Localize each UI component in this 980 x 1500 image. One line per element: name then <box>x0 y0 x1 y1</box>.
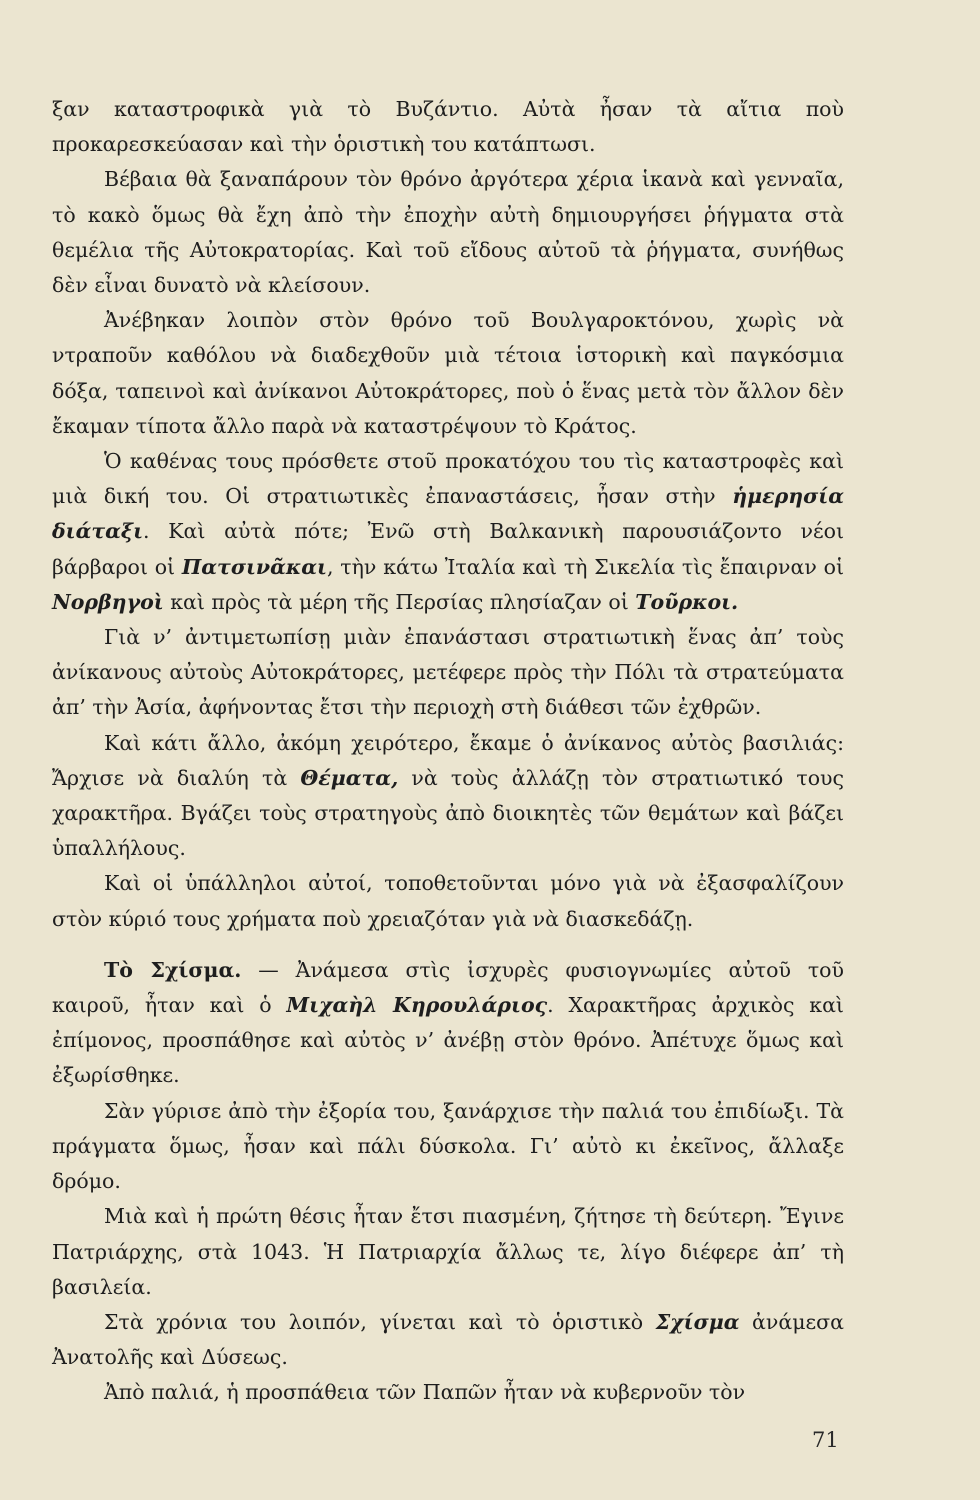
paragraph-6-text-1: Καὶ κάτι ἄλλο, ἀκόμη χειρότερο, ἔκαμε ὁ ἀνίκανος αὐτὸς βασιλιάς: Ἄρχισε νὰ διαλύη τὰ <box>52 730 844 790</box>
paragraph-1: ξαν καταστροφικὰ γιὰ τὸ Βυζάντιο. Αὐτὰ ἦσαν τὰ αἴτια ποὺ προκαρεσκεύασαν καὶ τὴν ὁριστικὴ του κατάπτωσι. <box>52 97 844 157</box>
section-heading-schisma: Τὸ Σχίσμα. <box>104 957 242 982</box>
emphasis-patsinakai: Πατσινᾶκαι <box>181 554 327 579</box>
paragraph-10: Μιὰ καὶ ἡ πρώτη θέσις ἦταν ἔτσι πιασμένη, ζήτησε τὴ δεύτερη. Ἔγινε Πατριάρχης, στὰ 1043. Ἡ Πατριαρχία ἄλλως τε, λίγο διέφερε ἀπ’ τὴ βασιλεία. <box>52 1204 844 1299</box>
paragraph-12: Ἀπὸ παλιά, ἡ προσπάθεια τῶν Παπῶν ἦταν νὰ κυβερνοῦν τὸν <box>104 1380 746 1405</box>
paragraph-11-text-1: Στὰ χρόνια του λοιπόν, γίνεται καὶ τὸ ὁριστικὸ <box>104 1309 656 1334</box>
paragraph-4-text-4: καὶ πρὸς τὰ μέρη τῆς Περσίας πλησίαζαν οἱ <box>163 589 636 614</box>
emphasis-norvigoi: Νορβηγοὶ <box>52 589 164 614</box>
emphasis-imerisia-diataxi: ἡμερησία διάταξι <box>52 484 844 544</box>
paragraph-4 <box>52 444 844 620</box>
paragraph-8-text-1: — Ἀνάμεσα στὶς ἰσχυρὲς φυσιογνωμίες αὐτοῦ τοῦ καιροῦ, ἦταν καὶ ὁ <box>52 957 844 1018</box>
paragraph-4-text-2: . Καὶ αὐτὰ πότε; Ἐνῶ στὴ Βαλκανικὴ παρουσιάζοντο νέοι βάρβαροι οἱ <box>52 519 844 579</box>
paragraph-11 <box>52 1305 844 1375</box>
paragraph-6-text-2: νὰ τοὺς ἀλλάζῃ τὸν στρατιωτικό τους χαρακτῆρα. Βγάζει τοὺς στρατηγοὺς ἀπὸ διοικητὲς τῶν θεμάτων καὶ βάζει ὑπαλλήλους. <box>52 765 845 861</box>
paragraph-4-text-3: , τὴν κάτω Ἰταλία καὶ τὴ Σικελία τὶς ἔπαιρναν οἱ <box>326 554 844 579</box>
paragraph-11-text-2: ἀνάμεσα Ἀνατολῆς καὶ Δύσεως. <box>52 1309 844 1370</box>
emphasis-michail-keroularios: Μιχαὴλ Κηρουλάριος <box>286 993 548 1018</box>
emphasis-schisma: Σχίσμα <box>655 1309 740 1334</box>
emphasis-tourkoi: Τοῦρκοι. <box>635 589 739 614</box>
paragraph-3: Ἀνέβηκαν λοιπὸν στὸν θρόνο τοῦ Βουλγαροκτόνου, χωρὶς νὰ ντραποῦν καθόλου νὰ διαδεχθοῦν μιὰ τέτοια ἱστορικὴ καὶ παγκόσμια δόξα, ταπεινοὶ καὶ ἀνίκανοι Αὐτοκράτορες, ποὺ ὁ ἕνας μετὰ τὸν ἄλλον δὲν ἔκαμαν τίποτα ἄλλο παρὰ νὰ καταστρέψουν τὸ Κράτος. <box>52 308 844 438</box>
paragraph-9: Σὰν γύρισε ἀπὸ τὴν ἐξορία του, ξανάρχισε τὴν παλιά του ἐπιδίωξι. Τὰ πράγματα ὅμως, ἦσαν καὶ πάλι δύσκολα. Γι’ αὐτὸ κι ἐκεῖνος, ἄλλαξε δρόμο. <box>52 1098 844 1194</box>
paragraph-5: Γιὰ ν’ ἀντιμετωπίσῃ μιὰν ἐπανάστασι στρατιωτικὴ ἕνας ἀπ’ τοὺς ἀνίκανους αὐτοὺς Αὐτοκράτορες, μετέφερε πρὸς τὴν Πόλι τὰ στρατεύματα ἀπ’ τὴν Ἀσία, ἀφήνοντας ἔτσι τὴν περιοχὴ στὴ διάθεσι τῶν ἐχθρῶν. <box>52 625 844 720</box>
paragraph-8-text-2: . Χαρακτῆρας ἀρχικὸς καὶ ἐπίμονος, προσπάθησε καὶ αὐτὸς ν’ ἀνέβῃ στὸν θρόνο. Ἀπέτυχε ὅμως καὶ ἐξωρίσθηκε. <box>52 993 844 1088</box>
paragraph-2: Βέβαια θὰ ξαναπάρουν τὸν θρόνο ἀργότερα χέρια ἱκανὰ καὶ γενναῖα, τὸ κακὸ ὅμως θὰ ἔχη ἀπὸ τὴν ἐποχὴν αὐτὴ δημιουργήσει ῥήγματα στὰ θεμέλια τῆς Αὐτοκρατορίας. Καὶ τοῦ εἴδους αὐτοῦ τὰ ῥήγματα, συνήθως δὲν εἶναι δυνατὸ νὰ κλείσουν. <box>52 167 844 298</box>
body-text <box>52 92 844 1411</box>
paragraph-6 <box>52 726 844 867</box>
page-number: 71 <box>812 1428 839 1452</box>
emphasis-themata: Θέματα, <box>300 765 399 790</box>
paragraph-4-text-1: Ὁ καθένας τους πρόσθετε στοῦ προκατόχου του τὶς καταστροφὲς καὶ μιὰ δική του. Οἱ στρατιωτικὲς ἐπαναστάσεις, ἦσαν στὴν <box>52 449 844 509</box>
paragraph-7: Καὶ οἱ ὑπάλληλοι αὐτοί, τοποθετοῦνται μόνο γιὰ νὰ ἐξασφαλίζουν στὸν κύριό τους χρήματα ποὺ χρειαζόταν γιὰ νὰ διασκεδάζῃ. <box>52 871 844 931</box>
paragraph-8 <box>52 953 844 1094</box>
